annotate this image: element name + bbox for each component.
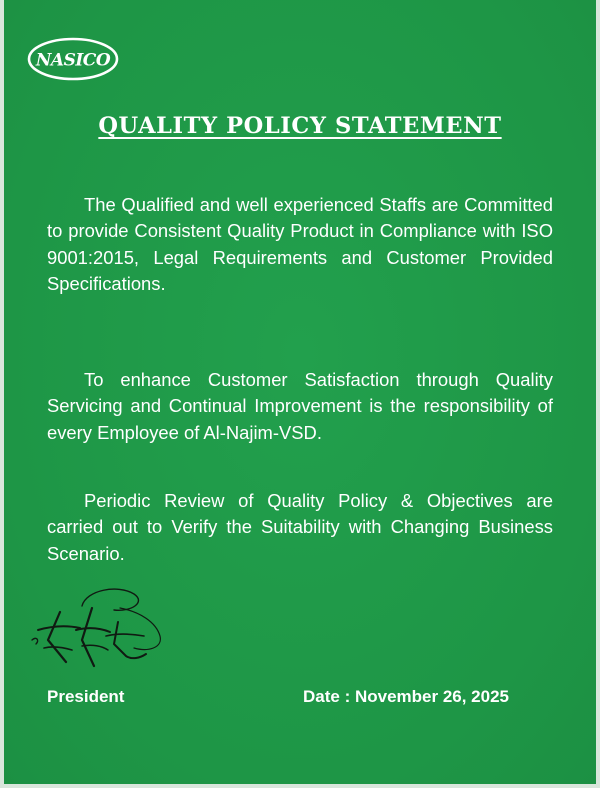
date-label: Date : November 26, 2025 bbox=[303, 687, 509, 706]
logo-text: NASICO bbox=[35, 50, 111, 71]
nasico-logo bbox=[27, 36, 119, 82]
title-text: QUALITY POLICY STATEMENT bbox=[98, 113, 502, 139]
president-signature bbox=[22, 578, 182, 670]
policy-paragraph-1: The Qualified and well experienced Staffs are Committed to provide Consistent Quality Product in Compliance with ISO 9001:2015, Legal Requirements and Customer Provided Specifications. bbox=[47, 194, 553, 294]
policy-paragraph-3: Periodic Review of Quality Policy & Objectives are carried out to Verify the Suitability with Changing Business Scenario. bbox=[47, 490, 553, 564]
page-title bbox=[0, 113, 600, 139]
policy-paragraph-2: To enhance Customer Satisfaction through Quality Servicing and Continual Improvement is the responsibility of every Employee of Al-Najim-VSD. bbox=[47, 369, 553, 443]
signatory-label: President bbox=[47, 687, 125, 706]
scan-edge-bottom bbox=[0, 784, 600, 788]
